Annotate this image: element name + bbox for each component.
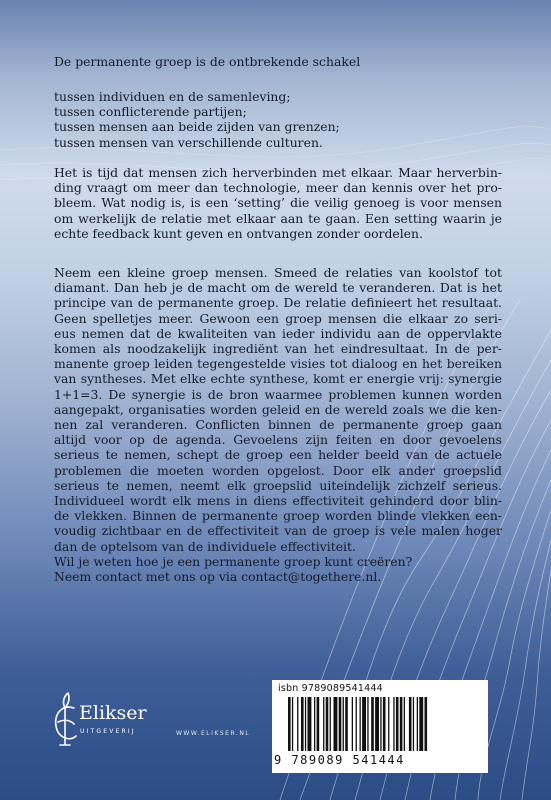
text-line: Individueel wordt elk mens in diens effectiviteit gehinderd door blin- [54, 493, 502, 509]
publisher-name: Elikser [79, 702, 147, 724]
text-line: Neem een kleine groep mensen. Smeed de relaties van koolstof tot [54, 265, 502, 280]
text-line: problemen die moeten worden opgelost. Door elk ander groepslid [54, 462, 502, 478]
isbn-barcode-panel [272, 680, 488, 773]
text-line: nen zal veranderen. Conflicten binnen de permanente groep gaan [54, 417, 502, 433]
list-item: tussen mensen van verschillende culturen. [54, 134, 323, 150]
barcode-icon [288, 697, 478, 751]
text-line: Geen spelletjes meer. Gewoon een groep mensen die elkaar zo seri- [54, 310, 502, 326]
text-line: Wil je weten hoe je een permanente groep kunt creëren? [54, 553, 413, 569]
publisher-logo [48, 688, 168, 768]
text-line: Het is tijd dat mensen zich herverbinden met elkaar. Maar herverbin- [54, 165, 502, 180]
text-line: serieus te nemen, neemt elk groepslid uiteindelijk zichzelf serieus. [54, 477, 502, 493]
text-line: de vlekken. Binnen de permanente groep worden blinde vlekken een- [54, 508, 502, 524]
text-line: altijd voor op de agenda. Gevoelens zijn feiten en door gevoelens [54, 432, 502, 448]
paragraph-1 [54, 165, 502, 241]
e-monogram-icon [48, 688, 82, 750]
barcode-digits: 9 789089 541444 [274, 753, 405, 767]
list-item: tussen conflicterende partijen; [54, 104, 247, 120]
text-line: dan de optelsom van de individuele effectiviteit. [54, 538, 356, 554]
text-line: 1+1=3. De synergie is de bron waarmee problemen kunnen worden [54, 386, 502, 402]
list-item: tussen mensen aan beide zijden van grenzen; [54, 119, 340, 135]
text-line: van syntheses. Met elke echte synthese, komt er energie vrij: synergie [54, 371, 502, 387]
text-line: komen als noodzakelijk ingrediënt van het eindresultaat. In de per- [54, 341, 502, 357]
text-line: serieus te nemen, schept de groep een helder beeld van de actuele [54, 447, 502, 463]
bullet-list [54, 89, 502, 150]
text-line: voudig zichtbaar en de effectiviteit van de groep is vele malen hoger [54, 523, 502, 539]
text-line: bleem. Wat nodig is, is een ‘setting’ die veilig genoeg is voor mensen [54, 195, 502, 211]
text-line: diamant. Dan heb je de macht om de wereld te veranderen. Dat is het [54, 280, 502, 296]
intro-line: De permanente groep is de ontbrekende schakel [54, 54, 361, 69]
text-line: Neem contact met ons op via contact@togethere.nl. [54, 569, 382, 585]
text-line: ding vraagt om meer dan technologie, meer dan kennis over het pro- [54, 180, 502, 196]
paragraph-2 [54, 265, 502, 584]
text-line: om werkelijk de relatie met elkaar aan te gaan. Een setting waarin je [54, 210, 502, 226]
text-line: aangepakt, organisaties worden geleid en de wereld zoals we die ken- [54, 401, 502, 417]
publisher-website[interactable]: WWW.ELIKSER.NL [176, 730, 251, 737]
text-line: eus nemen dat de kwaliteiten van ieder individu aan de oppervlakte [54, 325, 502, 341]
publisher-subtitle: UITGEVERIJ [80, 728, 136, 735]
text-line: principe van de permanente groep. De relatie definieert het resultaat. [54, 295, 502, 311]
list-item: tussen individuen en de samenleving; [54, 89, 291, 104]
text-line: echte feedback kunt geven en ontvangen zonder oordelen. [54, 225, 423, 241]
text-line: manente groep leiden tegengestelde visies tot dialoog en het bereiken [54, 356, 502, 372]
isbn-label: isbn 9789089541444 [278, 683, 383, 694]
